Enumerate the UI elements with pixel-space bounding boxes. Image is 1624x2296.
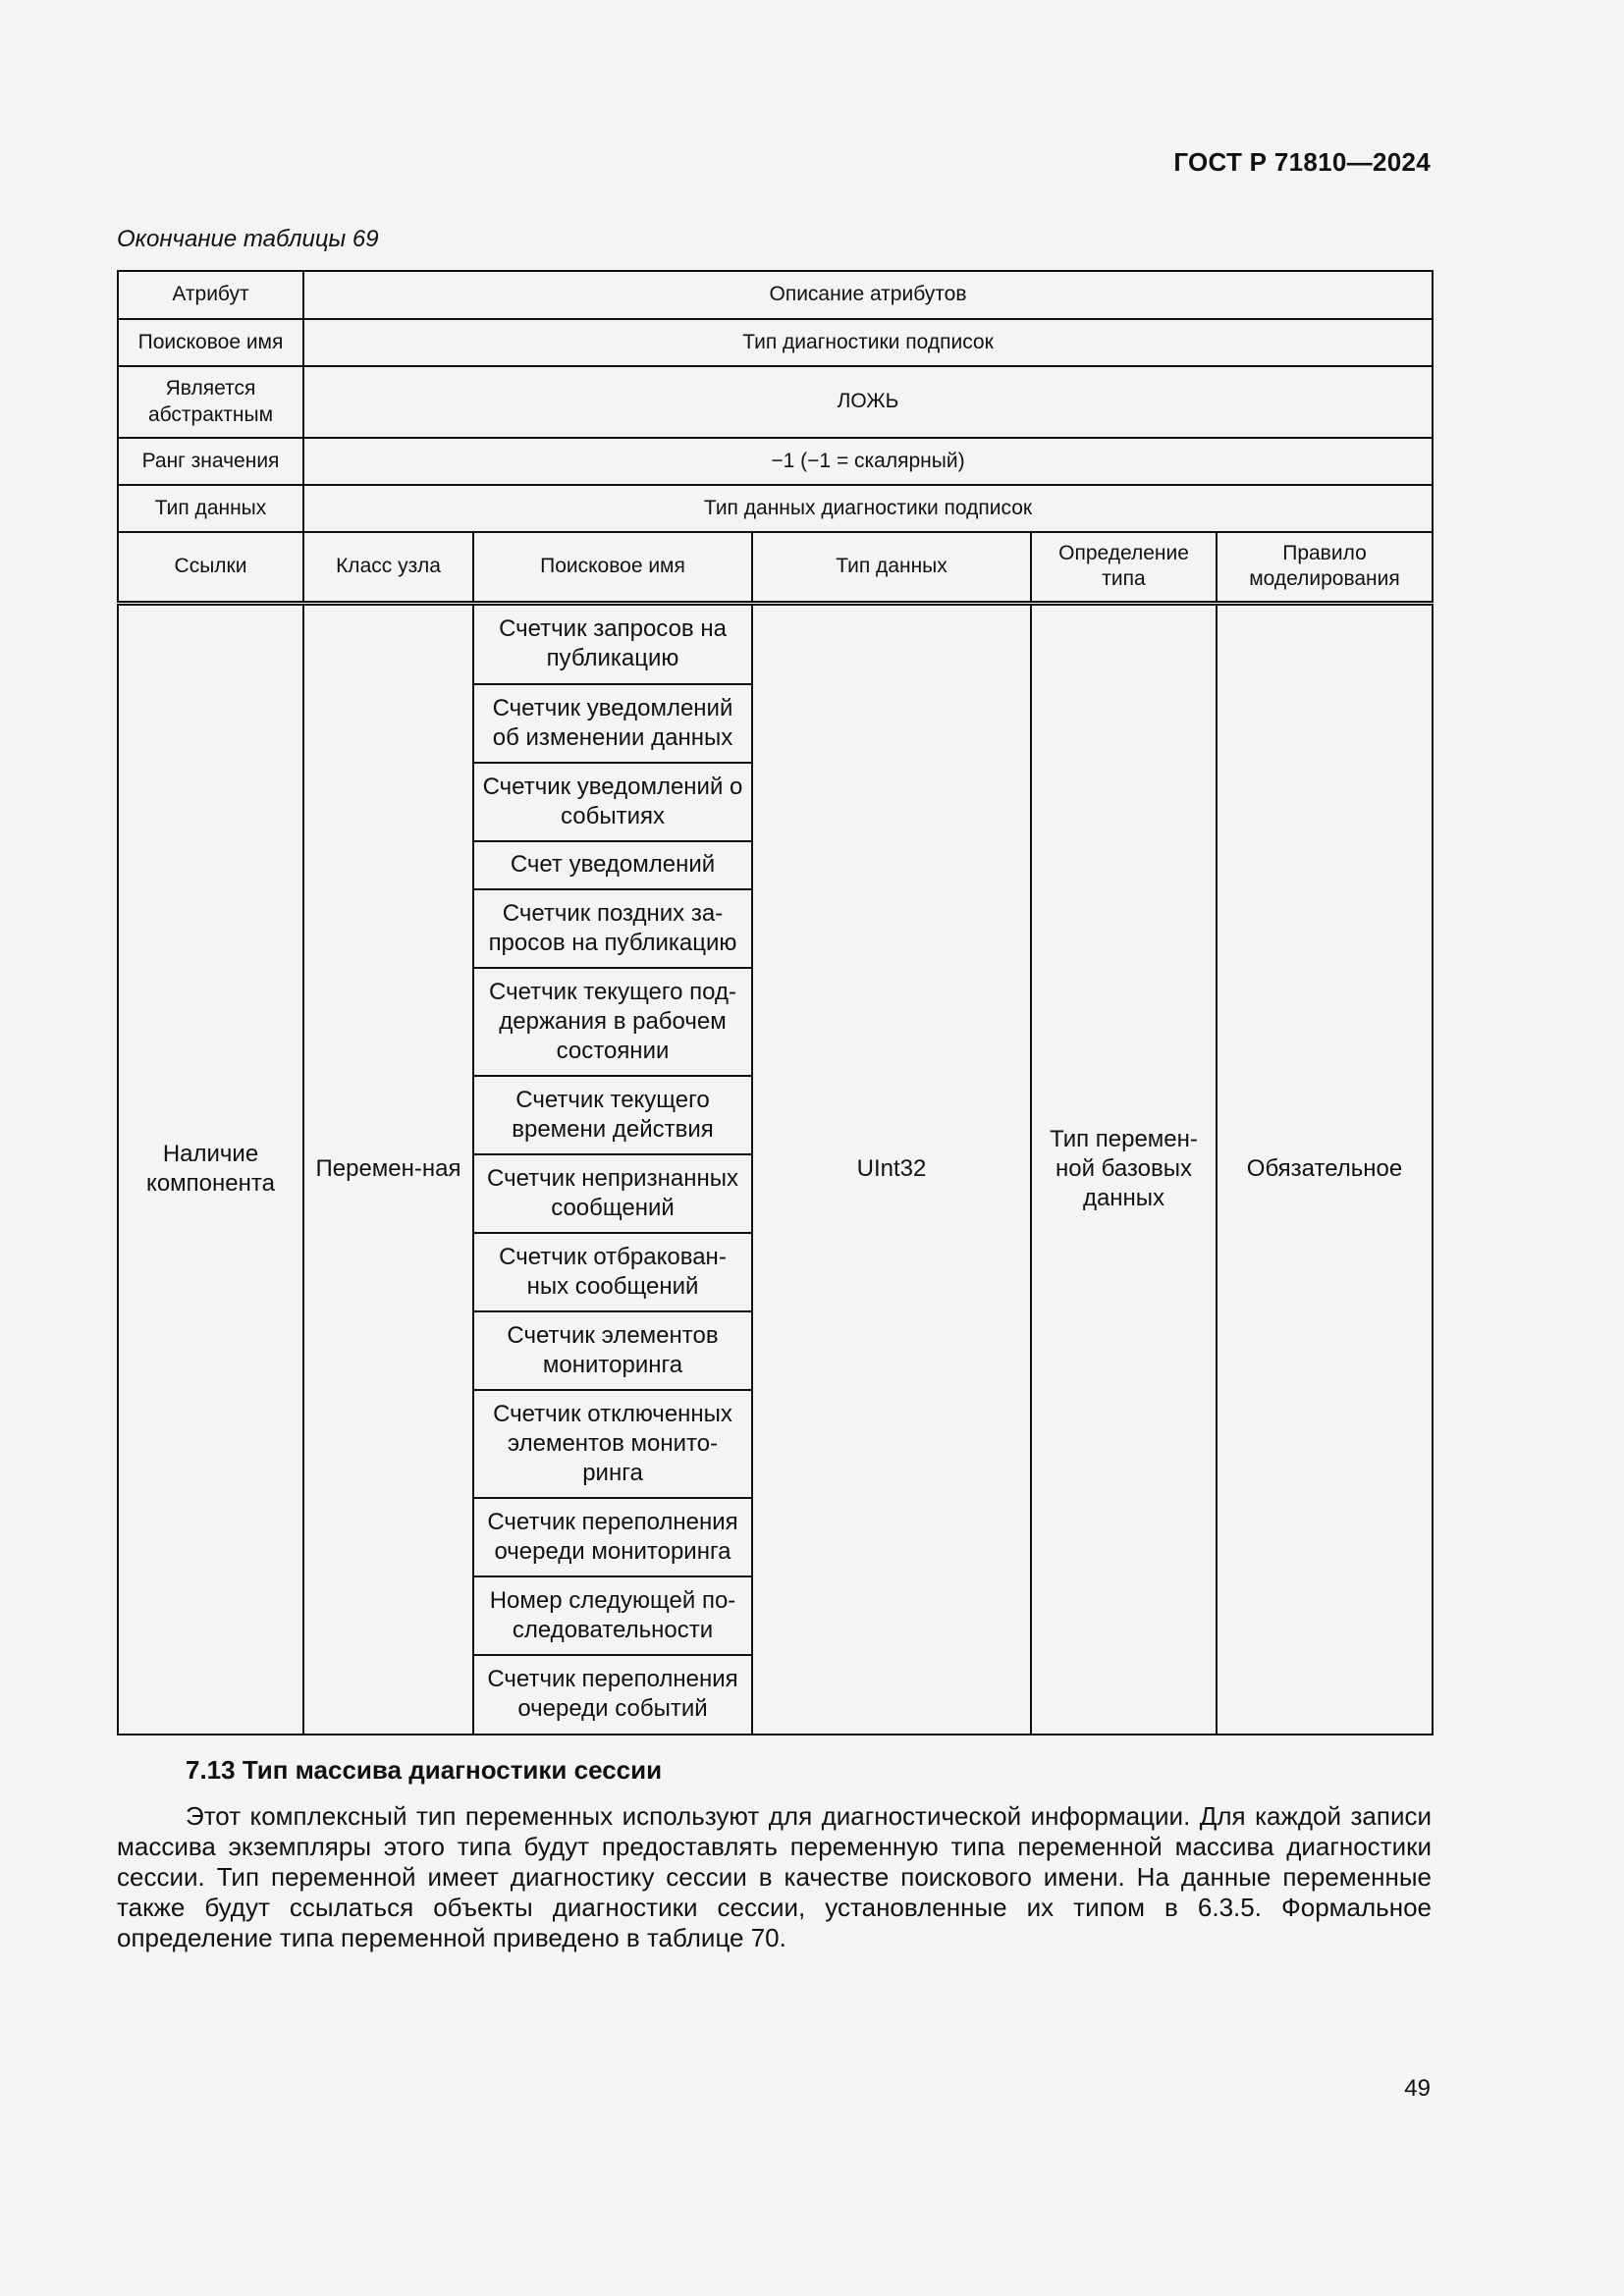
browse-name-item: Счетчик непризнанных сообщений	[474, 1154, 751, 1233]
browse-name-item: Счетчик текущего под-держания в рабочем состоянии	[474, 968, 751, 1076]
col-header-browse-name: Поисковое имя	[473, 532, 752, 603]
type-definition: Тип перемен-ной базовых данных	[1031, 603, 1217, 1735]
header-description: Описание атрибутов	[303, 271, 1433, 319]
browse-name-item: Номер следующей по-следовательности	[474, 1576, 751, 1655]
browse-name-item: Счетчик отключенных элементов монито-ринга	[474, 1390, 751, 1498]
browse-name-item: Счетчик поздних за-просов на публикацию	[474, 889, 751, 968]
col-header-node-class: Класс узла	[303, 532, 473, 603]
attr-name: Ранг значения	[118, 438, 303, 485]
browse-name-item: Счетчик текущего времени действия	[474, 1076, 751, 1154]
attr-value: Тип данных диагностики подписок	[303, 485, 1433, 532]
col-header-data-type: Тип данных	[752, 532, 1031, 603]
col-header-type-definition: Определение типа	[1031, 532, 1217, 603]
table-header-row	[118, 271, 1433, 319]
modelling-rule: Обязательное	[1217, 603, 1433, 1735]
node-class: Перемен-ная	[303, 603, 473, 1735]
table-caption: Окончание таблицы 69	[117, 226, 379, 252]
browse-names-list	[474, 606, 751, 1734]
section-heading: 7.13 Тип массива диагностики сессии	[186, 1755, 663, 1785]
browse-name-item: Счетчик уведомлений об изменении данных	[474, 684, 751, 763]
attributes-table	[117, 270, 1434, 1735]
attr-name: Поисковое имя	[118, 319, 303, 366]
attr-value: Тип диагностики подписок	[303, 319, 1433, 366]
document-code: ГОСТ Р 71810—2024	[1173, 147, 1431, 177]
body-paragraph	[117, 1801, 1432, 1953]
browse-name-item: Счетчик переполнения очереди событий	[487, 1666, 738, 1722]
page-number: 49	[1404, 2075, 1431, 2102]
browse-name-item: Счетчик отбракован-ных сообщений	[474, 1233, 751, 1311]
attr-row	[118, 366, 1433, 438]
attr-name: Является абстрактным	[118, 366, 303, 438]
reference-type: Наличие компонента	[118, 603, 303, 1735]
attr-name: Тип данных	[118, 485, 303, 532]
col-header-modelling-rule: Правило моделирования	[1217, 532, 1433, 603]
header-attribute: Атрибут	[118, 271, 303, 319]
paragraph-text: Этот комплексный тип переменных используют для диагностической информации. Для каждой записи массива экземпляры этого типа будут предоставлять переменную типа переменной массива диагностики сессии. Тип переменной имеет диагностику сессии в качестве поискового имени. На данные переменные также будут ссылаться объекты диагностики сессии, установленные их типом в 6.3.5. Формальное определение типа переменной приведено в таблице 70.	[117, 1801, 1432, 1952]
attr-row	[118, 319, 1433, 366]
browse-name-item: Счетчик уведомлений о событиях	[474, 763, 751, 841]
attr-value: ЛОЖЬ	[303, 366, 1433, 438]
attr-row	[118, 485, 1433, 532]
browse-name-item: Счетчик элементов мониторинга	[474, 1311, 751, 1390]
col-header-references: Ссылки	[118, 532, 303, 603]
reference-row	[118, 603, 1433, 1735]
attr-row	[118, 438, 1433, 485]
data-type: UInt32	[752, 603, 1031, 1735]
browse-name-item: Счетчик запросов на публикацию	[474, 606, 751, 684]
attr-value: −1 (−1 = скалярный)	[303, 438, 1433, 485]
references-header-row	[118, 532, 1433, 603]
browse-name-item: Счетчик переполнения очереди мониторинга	[474, 1498, 751, 1576]
browse-name-item: Счет уведомлений	[474, 841, 751, 889]
browse-names-cell	[473, 603, 752, 1735]
